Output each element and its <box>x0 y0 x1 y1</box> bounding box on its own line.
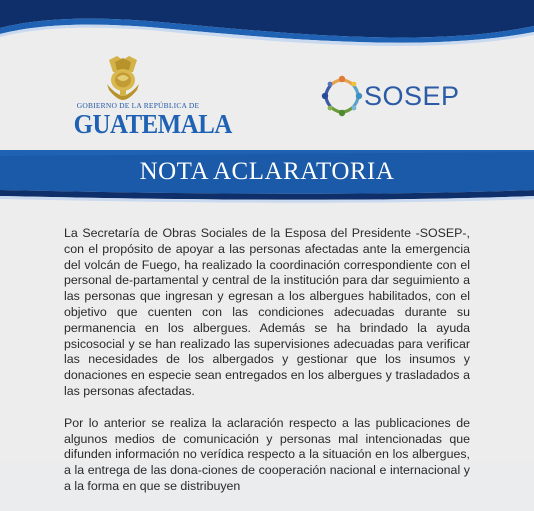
document-title: NOTA ACLARATORIA <box>139 158 395 185</box>
sosep-people-circle-icon <box>318 72 366 120</box>
guatemala-government-logo <box>68 54 232 139</box>
body-paragraph: La Secretaría de Obras Sociales de la Esposa del Presidente -SOSEP-, con el propósito de apoyar a las personas afectadas ante la emergencia del volcán de Fuego, ha realizado la coordinación correspondiente con el personal de-partamental y central de la institución para dar seguimiento a las personas que ingresan y egresan a los albergues habilitados, con el objetivo que cuenten con las condiciones adecuadas durante su permanencia en los albergues. Además se ha brindado la ayuda psicosocial y se han realizado las supervisiones adecuadas para verificar las necesidades de los albergados y gestionar que los insumos y donaciones en especie sean entregados en los albergues y trasladados a las personas afectadas. <box>64 226 470 398</box>
top-decorative-swoosh <box>0 0 534 50</box>
document-body <box>64 226 470 511</box>
sosep-logo <box>318 72 478 124</box>
sosep-wordmark: SOSEP <box>364 81 460 111</box>
body-paragraph: Por lo anterior se realiza la aclaración respecto a las publicaciones de algunos medios de comunicación y personas mal intencionadas que difunden información no verídica respecto a la situación en los albergues, a la entrega de las dona-ciones de cooperación nacional e internacional y a la forma en que se distribuyen <box>64 415 470 493</box>
logo-name: GUATEMALA <box>73 109 232 139</box>
logo-subtitle: GOBIERNO DE LA REPÚBLICA DE <box>76 101 200 110</box>
coat-of-arms-icon <box>103 54 143 100</box>
